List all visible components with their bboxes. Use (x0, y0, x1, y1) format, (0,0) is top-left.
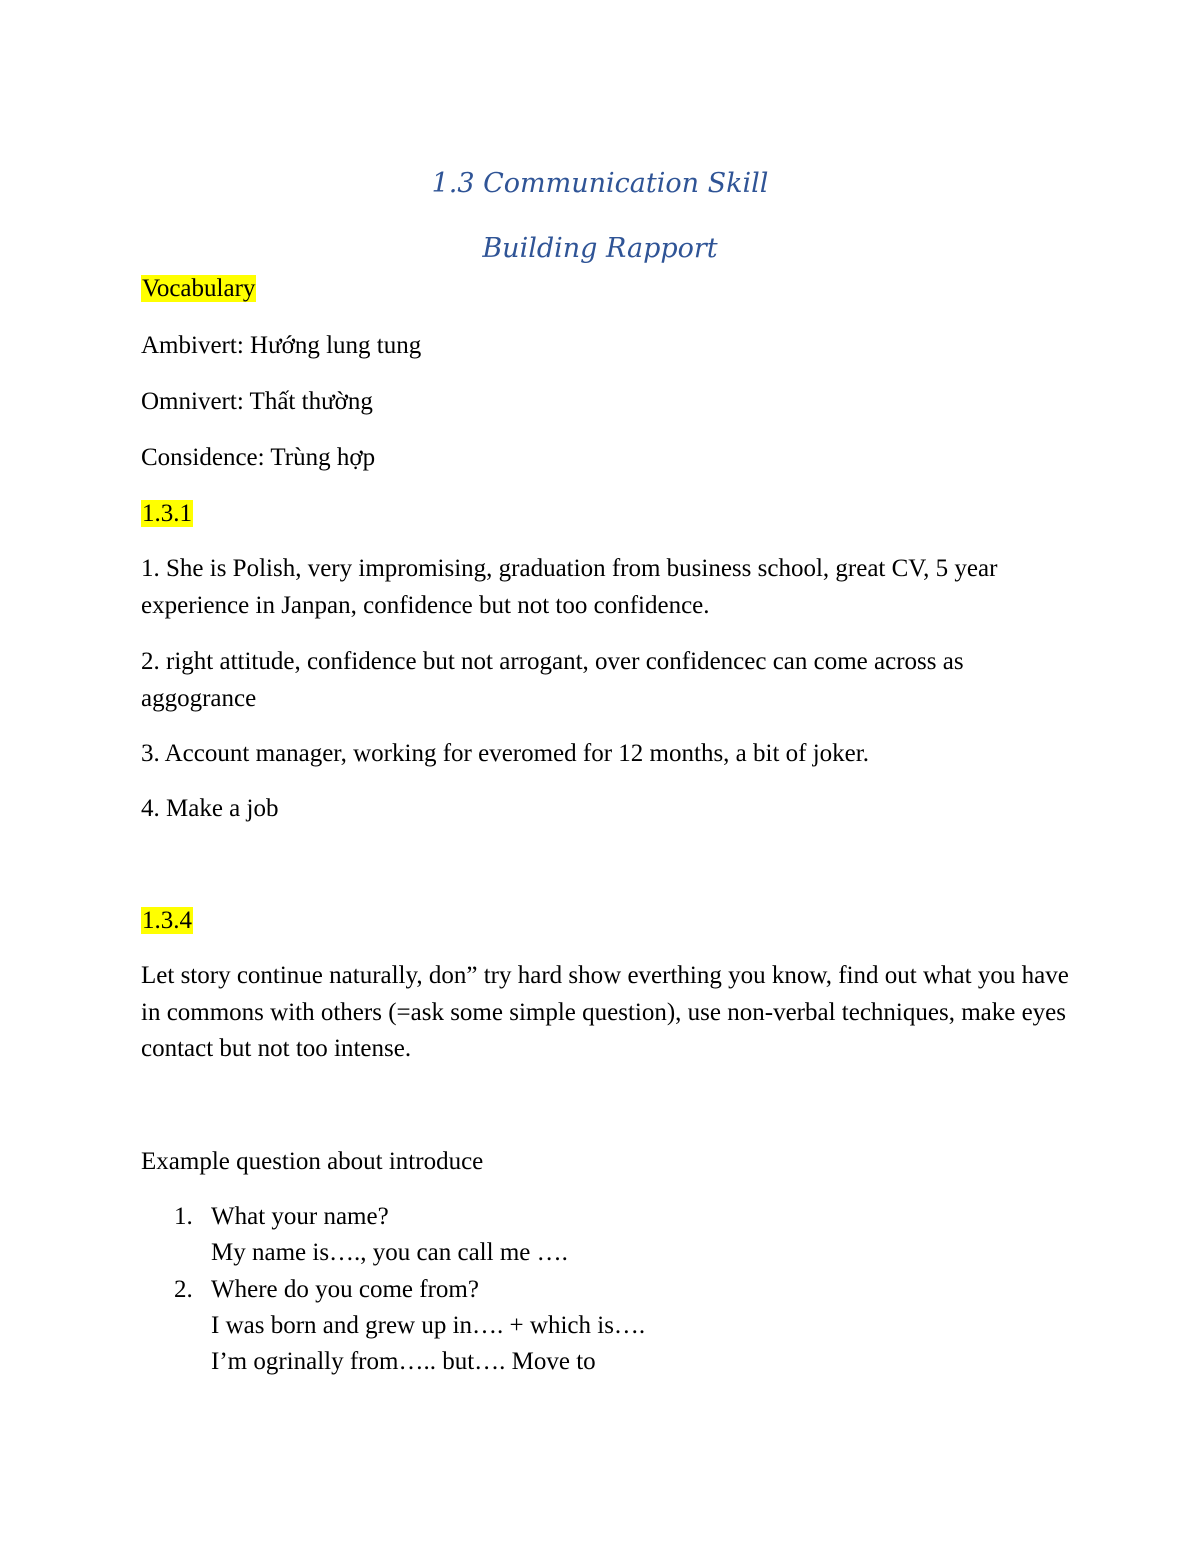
section-1-3-1-item-1: 1. She is Polish, very impromising, graduation from business school, great CV, 5 year experience in Janpan, confidence but not too confidence. (141, 555, 998, 619)
vocab-item-ambivert: Ambivert: Hướng lung tung (141, 332, 422, 359)
example-question-2-number: 2. (174, 1276, 193, 1303)
example-question-2-line-1: Where do you come from? (211, 1276, 479, 1303)
vocab-item-considence: Considence: Trùng hợp (141, 444, 376, 471)
section-1-3-1-item-3: 3. Account manager, working for everomed for 12 months, a bit of joker. (141, 740, 869, 767)
section-1-3-1-heading (141, 496, 193, 532)
document-title: 1.3 Communication Skill (431, 168, 769, 199)
example-question-1-line-1: What your name? (211, 1203, 389, 1230)
document-subtitle: Building Rapport (482, 233, 718, 264)
section-1-3-4-heading (141, 903, 193, 939)
example-question-2-line-3: I’m ogrinally from….. but…. Move to (211, 1348, 596, 1375)
example-heading: Example question about introduce (141, 1148, 484, 1175)
example-question-1-number: 1. (174, 1203, 193, 1230)
section-1-3-1-item-4: 4. Make a job (141, 795, 279, 822)
vocabulary-heading-text: Vocabulary (142, 275, 256, 302)
section-1-3-1-heading-text: 1.3.1 (142, 500, 192, 527)
vocab-item-omnivert: Omnivert: Thất thường (141, 388, 373, 415)
section-1-3-4-paragraph: Let story continue naturally, don” try hard show everthing you know, find out what you have in commons with others (=ask some simple question), use non-verbal techniques, make eyes contact but not too intense. (141, 962, 1069, 1062)
example-question-2-line-2: I was born and grew up in…. + which is…. (211, 1312, 646, 1339)
vocabulary-heading (141, 271, 256, 307)
section-1-3-1-item-2: 2. right attitude, confidence but not arrogant, over confidencec can come across as aggogrance (141, 648, 964, 712)
example-question-1-line-2: My name is…., you can call me …. (211, 1239, 568, 1266)
section-1-3-4-heading-text: 1.3.4 (142, 907, 192, 934)
